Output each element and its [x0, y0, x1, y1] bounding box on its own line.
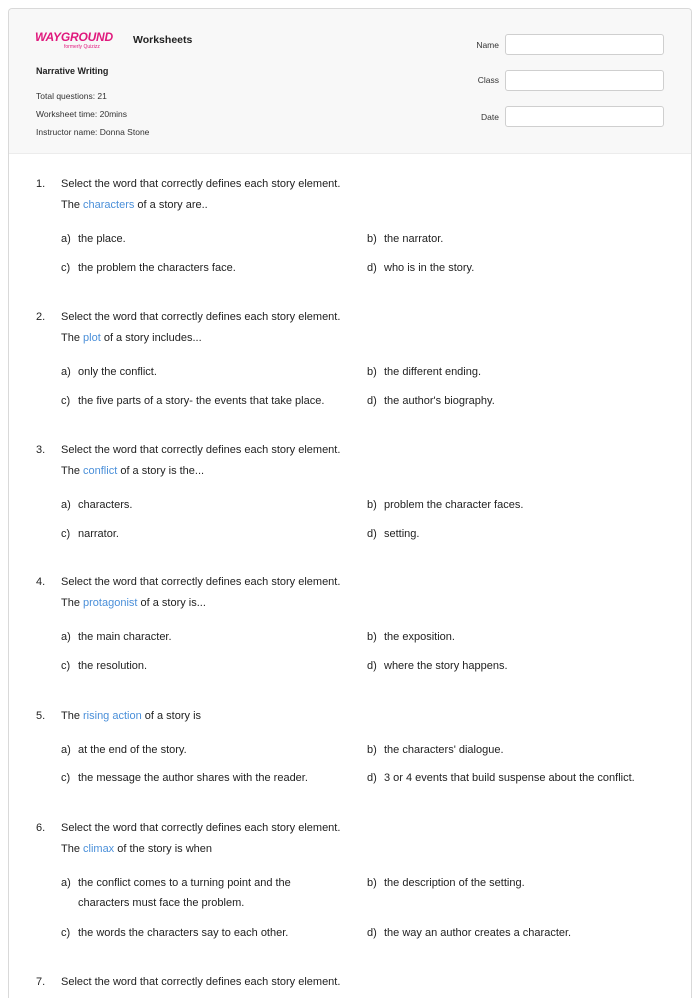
highlighted-term: rising action: [83, 710, 142, 722]
logo-text: WAYGROUND: [35, 30, 113, 44]
option-a[interactable]: a) only the conflict.: [61, 366, 157, 378]
option-c[interactable]: c) the words the characters say to each other.: [61, 927, 289, 939]
option-b[interactable]: b) the description of the setting.: [367, 877, 525, 889]
question-instruction: Select the word that correctly defines each story element.: [61, 311, 341, 323]
worksheet-meta: [36, 66, 149, 145]
question-prompt: The characters of a story are..: [61, 199, 208, 211]
worksheet-title: Narrative Writing: [36, 66, 109, 76]
option-a[interactable]: a) the main character.: [61, 631, 172, 643]
option-a[interactable]: a) the conflict comes to a turning point and the characters must face the problem.: [61, 877, 291, 909]
option-c[interactable]: c) the message the author shares with the reader.: [61, 772, 308, 784]
option-c[interactable]: c) the five parts of a story- the events that take place.: [61, 395, 325, 407]
question-number: 4.: [36, 576, 46, 588]
question-prompt: The protagonist of a story is...: [61, 597, 206, 609]
highlighted-term: conflict: [83, 465, 118, 477]
option-b[interactable]: b) the different ending.: [367, 366, 482, 378]
question-instruction: Select the word that correctly defines each story element.: [61, 576, 341, 588]
option-c[interactable]: c) narrator.: [61, 528, 119, 540]
option-d[interactable]: d) the way an author creates a character.: [367, 927, 572, 939]
worksheet-time: Worksheet time: 20mins: [36, 109, 128, 119]
question-number: 7.: [36, 976, 46, 988]
name-label: Name: [476, 40, 499, 50]
option-d[interactable]: d) the author's biography.: [367, 395, 495, 407]
option-a[interactable]: a) at the end of the story.: [61, 744, 187, 756]
option-a[interactable]: a) the place.: [61, 233, 126, 245]
question-number: 6.: [36, 822, 46, 834]
class-field[interactable]: [505, 70, 664, 91]
name-field[interactable]: [505, 34, 664, 55]
question-prompt: The conflict of a story is the...: [61, 465, 205, 477]
option-d[interactable]: d) who is in the story.: [367, 262, 475, 274]
worksheet-header: [9, 9, 691, 154]
question-number: 5.: [36, 710, 46, 722]
question-prompt: The plot of a story includes...: [61, 332, 202, 344]
question-instruction: Select the word that correctly defines each story element.: [61, 976, 341, 988]
total-questions: Total questions: 21: [36, 91, 107, 101]
brand-logo: [35, 30, 113, 51]
question-instruction: Select the word that correctly defines each story element.: [61, 444, 341, 456]
question-prompt: The climax of the story is when: [61, 843, 213, 855]
option-c[interactable]: c) the resolution.: [61, 660, 148, 672]
highlighted-term: plot: [83, 332, 101, 344]
option-d[interactable]: d) 3 or 4 events that build suspense about the conflict.: [367, 772, 635, 784]
highlighted-term: protagonist: [83, 597, 138, 609]
highlighted-term: climax: [83, 843, 115, 855]
date-label: Date: [481, 112, 499, 122]
option-b[interactable]: b) the characters' dialogue.: [367, 744, 504, 756]
option-b[interactable]: b) the narrator.: [367, 233, 444, 245]
date-field[interactable]: [505, 106, 664, 127]
option-d[interactable]: d) setting.: [367, 528, 420, 540]
option-c[interactable]: c) the problem the characters face.: [61, 262, 236, 274]
question-instruction: Select the word that correctly defines each story element.: [61, 822, 341, 834]
app-title: Worksheets: [133, 34, 193, 46]
option-b[interactable]: b) problem the character faces.: [367, 499, 524, 511]
option-d[interactable]: d) where the story happens.: [367, 660, 508, 672]
worksheet-page: [8, 8, 692, 998]
question-number: 3.: [36, 444, 46, 456]
class-label: Class: [477, 75, 499, 85]
option-b[interactable]: b) the exposition.: [367, 631, 455, 643]
logo-subtext: formerly Quizizz: [64, 44, 100, 50]
option-a[interactable]: a) characters.: [61, 499, 133, 511]
question-instruction: Select the word that correctly defines each story element.: [61, 178, 341, 190]
question-number: 1.: [36, 178, 46, 190]
instructor-name: Instructor name: Donna Stone: [36, 127, 150, 137]
question-number: 2.: [36, 311, 46, 323]
highlighted-term: characters: [83, 199, 135, 211]
question-prompt: The rising action of a story is: [61, 710, 202, 722]
